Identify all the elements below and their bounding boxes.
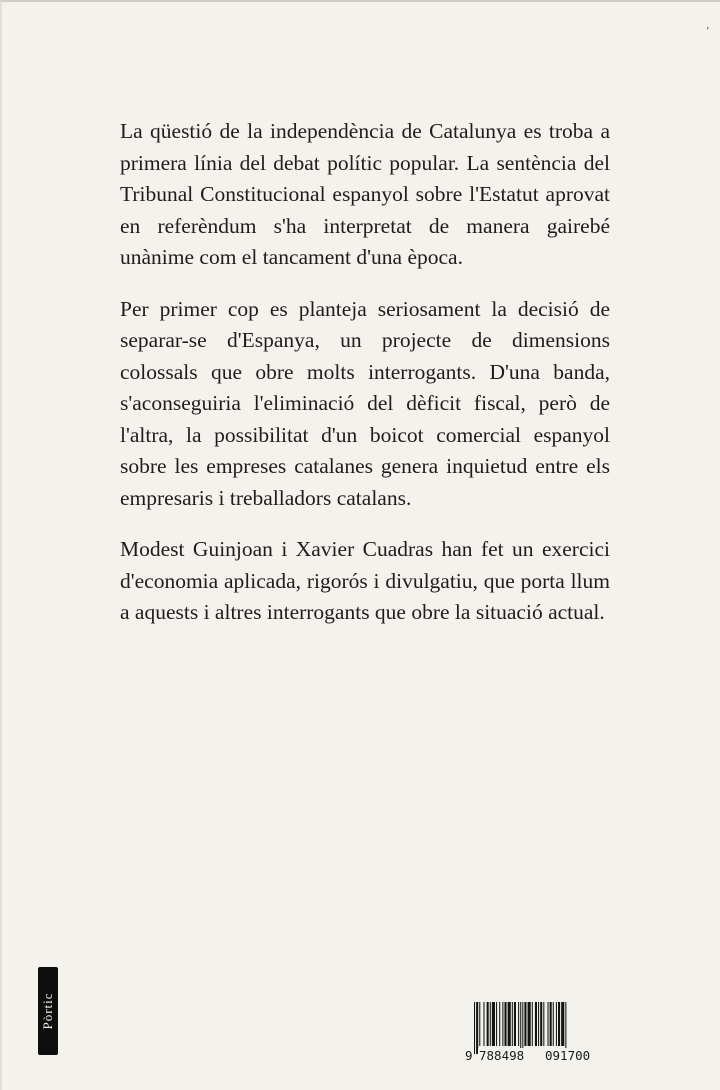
blurb-paragraph-3: Modest Guinjoan i Xavier Cuadras han fet un exercici d'economia aplicada, rigorós i divulgatiu, que porta llum a aquests i altres interrogants que obre la situació actual. bbox=[120, 537, 610, 624]
isbn-barcode-digits bbox=[464, 1048, 614, 1090]
barcode-bar bbox=[556, 1002, 557, 1046]
barcode-bar bbox=[535, 1002, 537, 1046]
barcode-bar bbox=[561, 1002, 564, 1046]
barcode-bar bbox=[499, 1002, 500, 1046]
barcode-bar bbox=[492, 1002, 495, 1046]
publisher-logo-text: Pòrtic bbox=[40, 992, 55, 1030]
blurb-paragraph-1: La qüestió de la independència de Catalunya es troba a primera línia del debat polític popular. La sentència del Tribunal Constitucional espanyol sobre l'Estatut aprovat en referèndum s'ha interpretat de manera gairebé unànime com el tancament d'una època. bbox=[120, 119, 610, 269]
barcode-bar bbox=[553, 1002, 554, 1046]
barcode-bar bbox=[474, 1002, 475, 1054]
barcode-bar bbox=[524, 1002, 526, 1046]
barcode-bar bbox=[514, 1002, 516, 1046]
barcode-bar bbox=[550, 1002, 552, 1046]
barcode-bar bbox=[476, 1002, 478, 1054]
barcode-bar bbox=[496, 1002, 497, 1046]
barcode-bar bbox=[502, 1002, 503, 1046]
barcode-bar bbox=[543, 1002, 544, 1046]
barcode-group-1: 788498 bbox=[479, 1048, 525, 1063]
barcode-bar bbox=[532, 1002, 533, 1046]
barcode-bar bbox=[565, 1002, 566, 1054]
barcode-bar bbox=[512, 1002, 513, 1046]
print-speck: ’ bbox=[706, 25, 710, 38]
barcode-bar bbox=[520, 1002, 521, 1054]
blurb-paragraph-2: Per primer cop es planteja seriosament la decisió de separar-se d'Espanya, un projecte de dimensions colossals que obre molts interrogants. D'una banda, s'aconseguiria l'eliminació del dèficit fiscal, però de l'altra, la possibilitat d'un boicot comercial espanyol sobre les empreses catalanes genera inquietud entre els empresaris i treballadors catalans. bbox=[120, 296, 610, 510]
publisher-logo bbox=[38, 967, 58, 1055]
barcode-bar bbox=[522, 1002, 523, 1054]
blurb-text bbox=[120, 116, 610, 649]
barcode-bar bbox=[540, 1002, 542, 1046]
barcode-bar bbox=[528, 1002, 531, 1046]
barcode-bar bbox=[483, 1002, 484, 1046]
barcode-group-2: 091700 bbox=[545, 1048, 591, 1063]
barcode-bar bbox=[508, 1002, 511, 1046]
barcode-bar bbox=[558, 1002, 560, 1046]
barcode-first-digit: 9 bbox=[465, 1048, 473, 1063]
barcode-bar bbox=[490, 1002, 491, 1046]
barcode-bar bbox=[548, 1002, 549, 1046]
barcode-bar bbox=[504, 1002, 506, 1046]
barcode-bar bbox=[538, 1002, 539, 1046]
barcode-bar bbox=[479, 1002, 480, 1046]
barcode-bar bbox=[487, 1002, 489, 1046]
barcode-bar bbox=[518, 1002, 519, 1046]
